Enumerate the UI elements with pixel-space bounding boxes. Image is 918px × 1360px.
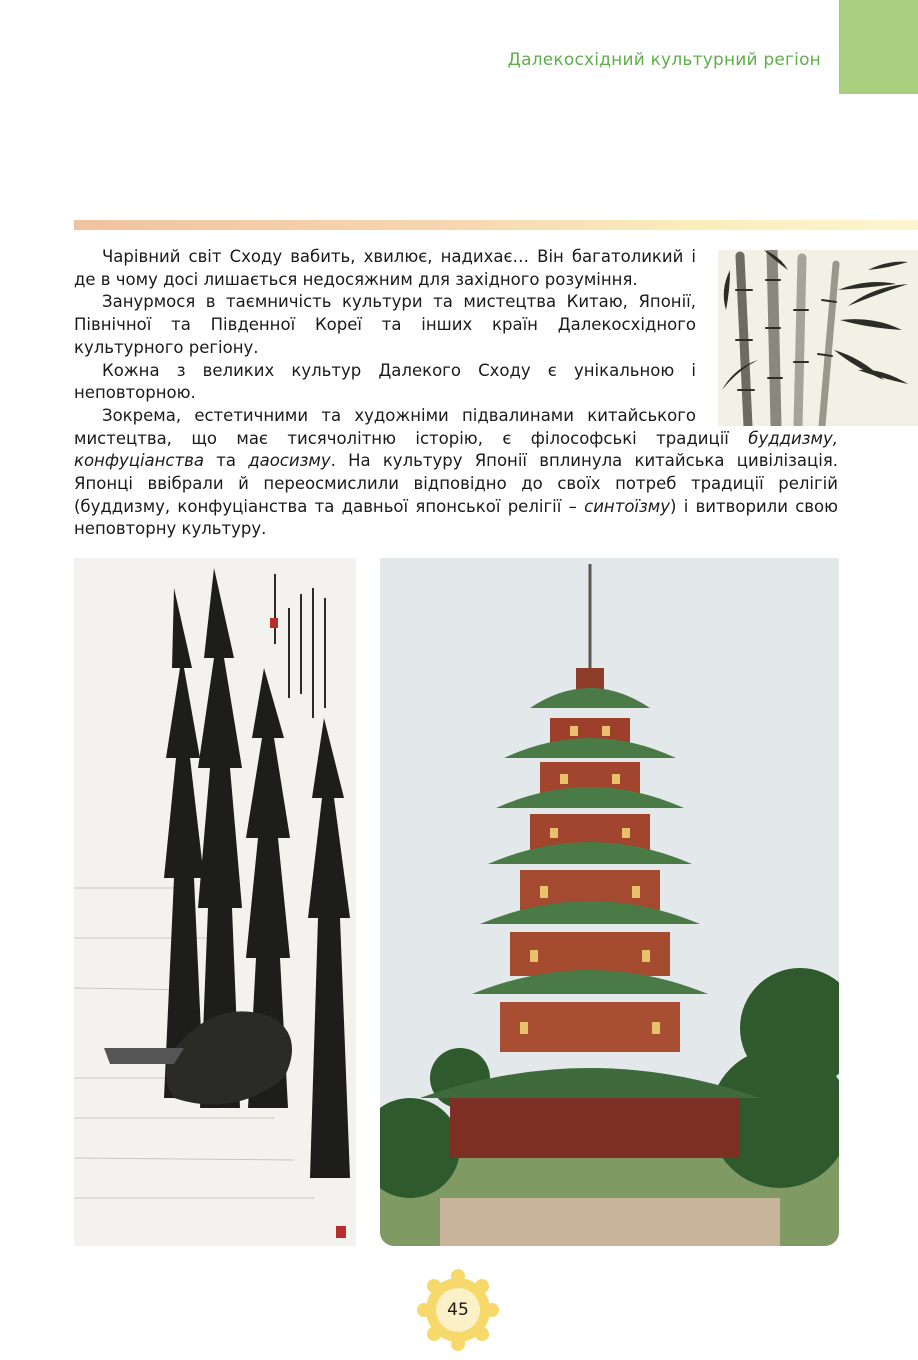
paragraph-1: Чарівний світ Сходу вабить, хвилює, надихає… Він багатоликий і де в чому досі лишається недосяжним для західного розуміння. [74, 247, 696, 289]
page-number-badge [416, 1268, 500, 1352]
paragraph-4: Зокрема, естетичними та художніми підвалинами китайського мистецтва, що має тисячолітню історію, є філософські традиції буддизму, конфуціанства та даосизму. На культуру Японії вплинула китайська цивілізація. Японці ввібрали й переосмислили відповідно до своїх потреб традиції релігій (буддизму, конфуціанства та давньої японської релігії – синтоїзму) і витворили свою неповторну культуру. [74, 405, 838, 539]
bamboo-illustration-icon [718, 250, 918, 426]
pagoda-illustration-icon [380, 558, 839, 1246]
gradient-rule [74, 220, 918, 230]
running-header: Далекосхідний культурний регіон [507, 50, 821, 70]
corner-color-tab [839, 0, 918, 94]
paragraph-3: Кожна з великих культур Далекого Сходу є унікальною і неповторною. [74, 360, 696, 403]
ink-painting-image [74, 558, 356, 1246]
pagoda-photo [380, 558, 839, 1246]
ink-trees-illustration-icon [74, 558, 356, 1246]
bamboo-image [718, 250, 918, 426]
paragraph-2: Занурмося в таємничість культури та мистецтва Китаю, Японії, Північної та Південної Кореї та інших країн Далекосхідного культурного регіону. [74, 292, 696, 357]
page-number: 45 [447, 1300, 469, 1320]
body-text [74, 246, 838, 541]
